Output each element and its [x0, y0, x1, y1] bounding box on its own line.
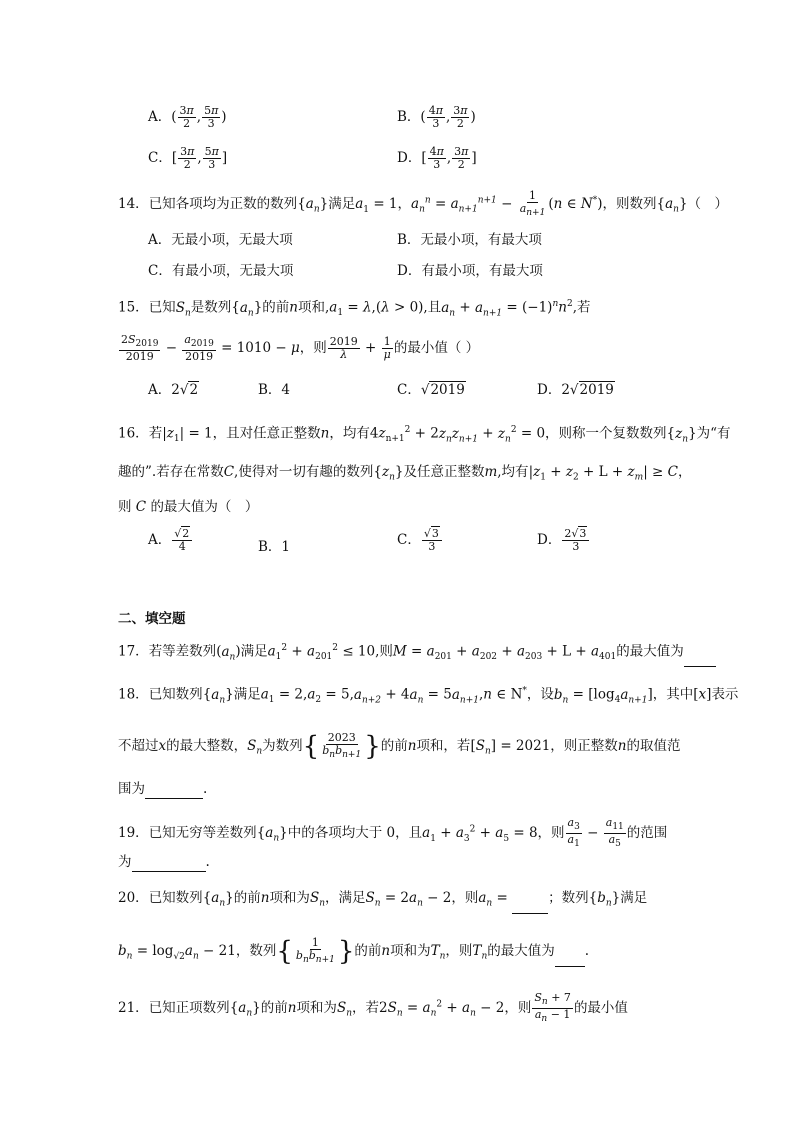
- answer-blank[interactable]: [684, 652, 716, 667]
- answer-blank[interactable]: [512, 899, 548, 914]
- answer-blank[interactable]: [555, 952, 585, 967]
- q14-option-b[interactable]: B．无最小项，有最大项: [397, 232, 542, 248]
- q20-stem-line2: $b_n = \log_{√2}a_n - 21$，数列{ $\frac{1}{b_nb_{n+1}}$ }的前n项和为$T_n$，则$T_n$的最大值为 .: [118, 936, 590, 967]
- q15-stem-line2: $\frac{2S_{2019}}{2019}$ − $\frac{a_{2019}}{2019}$ = 1010 − μ，则 $\frac{2019}{\lambda}$ + $\frac{1}{\mu}$ 的最小值（ ）: [121, 333, 480, 364]
- answer-blank[interactable]: [145, 784, 203, 799]
- q14-option-d[interactable]: D．有最小项，有最大项: [397, 263, 543, 279]
- q16-stem-line1: 16．若$|z_1| = 1$，且对任意正整数n，均有$4z_{n+1}^2 + 2z_nz_{n+1} + z_n^2 = 0$，则称一个复数数列$\{z_n\}$为“有: [118, 425, 731, 445]
- q20-stem-line1: 20．已知数列$\{a_n\}$的前n项和为$S_n$，满足$S_n = 2a_n - 2$，则$a_n$ = ；数列$\{b_n\}$满足: [118, 888, 647, 914]
- q13-option-a[interactable]: A．( $\frac{3\pi}{2}$ , $\frac{5\pi}{3}$ ): [148, 104, 227, 130]
- answer-blank[interactable]: [132, 857, 206, 872]
- q17-stem: 17．若等差数列$(a_n)$满足$a_1^2 + a_{201}^2 \le 10$,则$M = a_{201} + a_{202} + a_{203} + L + a_{401}$的最大值为: [118, 638, 716, 667]
- q18-stem-line1: 18．已知数列$\{a_n\}$满足$a_1 = 2,a_2 = 5,a_{n+2} + 4a_n = 5a_{n+1},n$ ∈ N*，设$b_n = [\log_4a_{n+1}]$，其中[x]表示: [118, 686, 739, 706]
- option-label: B．: [397, 109, 421, 125]
- q18-stem-line2: 不超过x的最大整数，$S_n$为数列{ $\frac{2023}{b_nb_{n+1}}$ }的前n项和，若$[S_n] = 2021$，则正整数n的取值范: [118, 731, 681, 762]
- q18-stem-line3: 围为 .: [118, 781, 208, 797]
- q15-stem-line1: 15．已知$S_n$是数列$\{a_n\}$的前n项和$,a_1 = \lambda,(\lambda > 0)$,且$a_n + a_{n+1} = (-1)^nn^2$,若: [118, 299, 591, 319]
- q16-option-a[interactable]: A． $\frac{√2}{4}$: [148, 528, 193, 553]
- q13-option-c[interactable]: C．[ $\frac{3\pi}{2}$ , $\frac{5\pi}{3}$ ]: [148, 145, 228, 171]
- q14-option-a[interactable]: A．无最小项，无最大项: [148, 232, 293, 248]
- q16-stem-line3: 则 C 的最大值为（ ）: [118, 499, 259, 515]
- option-label: A．: [148, 109, 172, 125]
- q14-stem: 14．已知各项均为正数的数列$\{a_n\}$满足$a_1 = 1$，$a_n^n = a_{n+1}^{n+1}$ − $\frac{1}{a_{n+1}}$ (n ∈ N*)，则数列$\{a_n\}$（ ）: [118, 189, 729, 219]
- q13-option-b[interactable]: B．( $\frac{4\pi}{3}$ , $\frac{3\pi}{2}$ ): [397, 104, 476, 130]
- q16-option-c[interactable]: C． $\frac{√3}{3}$: [397, 528, 443, 553]
- q15-option-c[interactable]: C．√2019: [397, 382, 465, 398]
- q14-option-c[interactable]: C．有最小项，无最大项: [148, 263, 294, 279]
- q19-stem-line1: 19．已知无穷等差数列$\{a_n\}$中的各项均大于 0，且$a_1 + a_3^2 + a_5 = 8$，则 $\frac{a_3}{a_1}$ − $\frac{a_{11}}{a_5}$ 的范围: [118, 816, 668, 850]
- q21-stem: 21．已知正项数列$\{a_n\}$的前n项和为$S_n$，若$2S_n = a_n^2 + a_n - 2$，则 $\frac{S_n + 7}{a_n - 1}$ 的最小值: [118, 991, 628, 1025]
- q16-option-b[interactable]: B．1: [258, 539, 291, 555]
- q13-option-d[interactable]: D．[ $\frac{4\pi}{3}$ , $\frac{3\pi}{2}$ ]: [397, 145, 477, 171]
- q16-option-d[interactable]: D． $\frac{2√3}{3}$: [537, 528, 590, 553]
- q16-stem-line2: 趣的”.若存在常数C,使得对一切有趣的数列$\{z_n\}$及任意正整数m,均有$|z_1 + z_2 + L + z_m| \ge C$，: [118, 464, 692, 483]
- q15-option-d[interactable]: D．2√2019: [537, 382, 614, 398]
- option-label: C．: [148, 150, 172, 166]
- q15-option-a[interactable]: A．2√2: [148, 382, 199, 398]
- section-heading-fill-in: 二、填空题: [118, 611, 186, 627]
- option-label: D．: [397, 150, 422, 166]
- q19-stem-line2: 为 .: [118, 854, 210, 870]
- q15-option-b[interactable]: B．4: [258, 382, 291, 398]
